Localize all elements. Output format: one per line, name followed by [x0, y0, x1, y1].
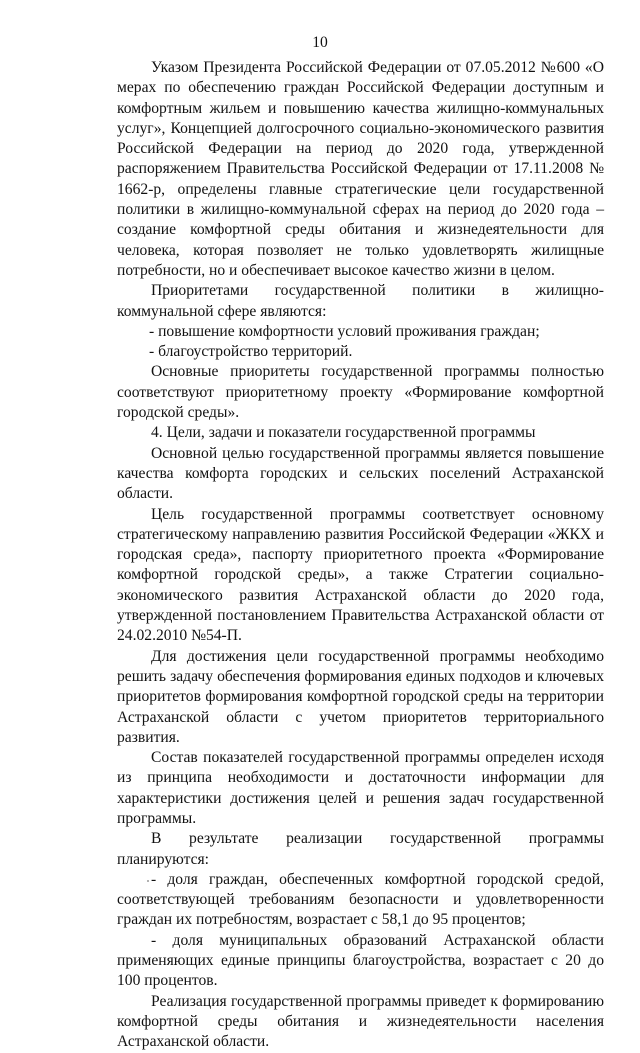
list-item-landscaping: - благоустройство территорий. [149, 343, 353, 361]
list-item-comfort: - повышение комфортности условий проживания граждан; [149, 322, 540, 340]
document-body [117, 58, 604, 1053]
page-number: 10 [312, 34, 328, 51]
list-item-citizens-share: - доля граждан, обеспеченных комфортной городской средой, соответствующей требованиям безопасности и удовлетворенности граждан их потребностям, возрастает с 58,1 до 95 процентов; [117, 870, 604, 929]
paragraph-priorities-match: Основные приоритеты государственной программы полностью соответствуют приоритетному проекту «Формирование комфортной городской среды». [117, 363, 604, 422]
paragraph-outcome: Реализация государственной программы приведет к формированию комфортной среды обитания и жизнедеятельности населения Астраханской области. [117, 992, 604, 1051]
paragraph-goal-alignment: Цель государственной программы соответствует основному стратегическому направлению развития Российской Федерации «ЖКХ и городская среда», паспорту приоритетного проекта «Формирование комфортной городской среды», а также Стратегии социально-экономического развития Астраханской области до 2020 года, утвержденной постановлением Правительства Астраханской области от 24.02.2010 №54-П. [117, 505, 604, 645]
paragraph-main-goal: Основной целью государственной программы является повышение качества комфорта городских и сельских поселений Астраханской области. [117, 444, 604, 503]
paragraph-task: Для достижения цели государственной программы необходимо решить задачу обеспечения формирования единых подходов и ключевых приоритетов формирования комфортной городской среды на территории Астраханской области с учетом приоритетов территориального развития. [117, 647, 604, 746]
paragraph-priorities-intro: Приоритетами государственной политики в жилищно-коммунальной сфере являются: [117, 282, 604, 320]
paragraph-policy-basis: Указом Президента Российской Федерации от 07.05.2012 №600 «О мерах по обеспечению граждан Российской Федерации доступным и комфортным жильем и повышению качества жилищно-коммунальных услуг», Концепцией долгосрочного социально-экономического развития Российской Федерации на период до 2020 года, утвержденной распоряжением Правительства Российской Федерации от 17.11.2008 № 1662-р, определены главные стратегические цели государственной политики в жилищно-коммунальной сферах на период до 2020 года – создание комфортной среды обитания и жизнедеятельности для человека, которая позволяет не только удовлетворять жилищные потребности, но и обеспечивает высокое качество жизни в целом. [117, 59, 604, 279]
list-item-municipalities-share: - доля муниципальных образований Астраханской области применяющих единые принципы благоустройства, возрастает с 20 до 100 процентов. [117, 931, 604, 990]
paragraph-indicators: Состав показателей государственной программы определен исходя из принципа необходимости и достаточности информации для характеристики достижения целей и решения задач государственной программы. [117, 749, 604, 827]
scan-speck [147, 880, 149, 882]
section-heading: 4. Цели, задачи и показатели государственной программы [151, 424, 536, 442]
paragraph-results-intro: В результате реализации государственной программы планируются: [117, 830, 604, 868]
